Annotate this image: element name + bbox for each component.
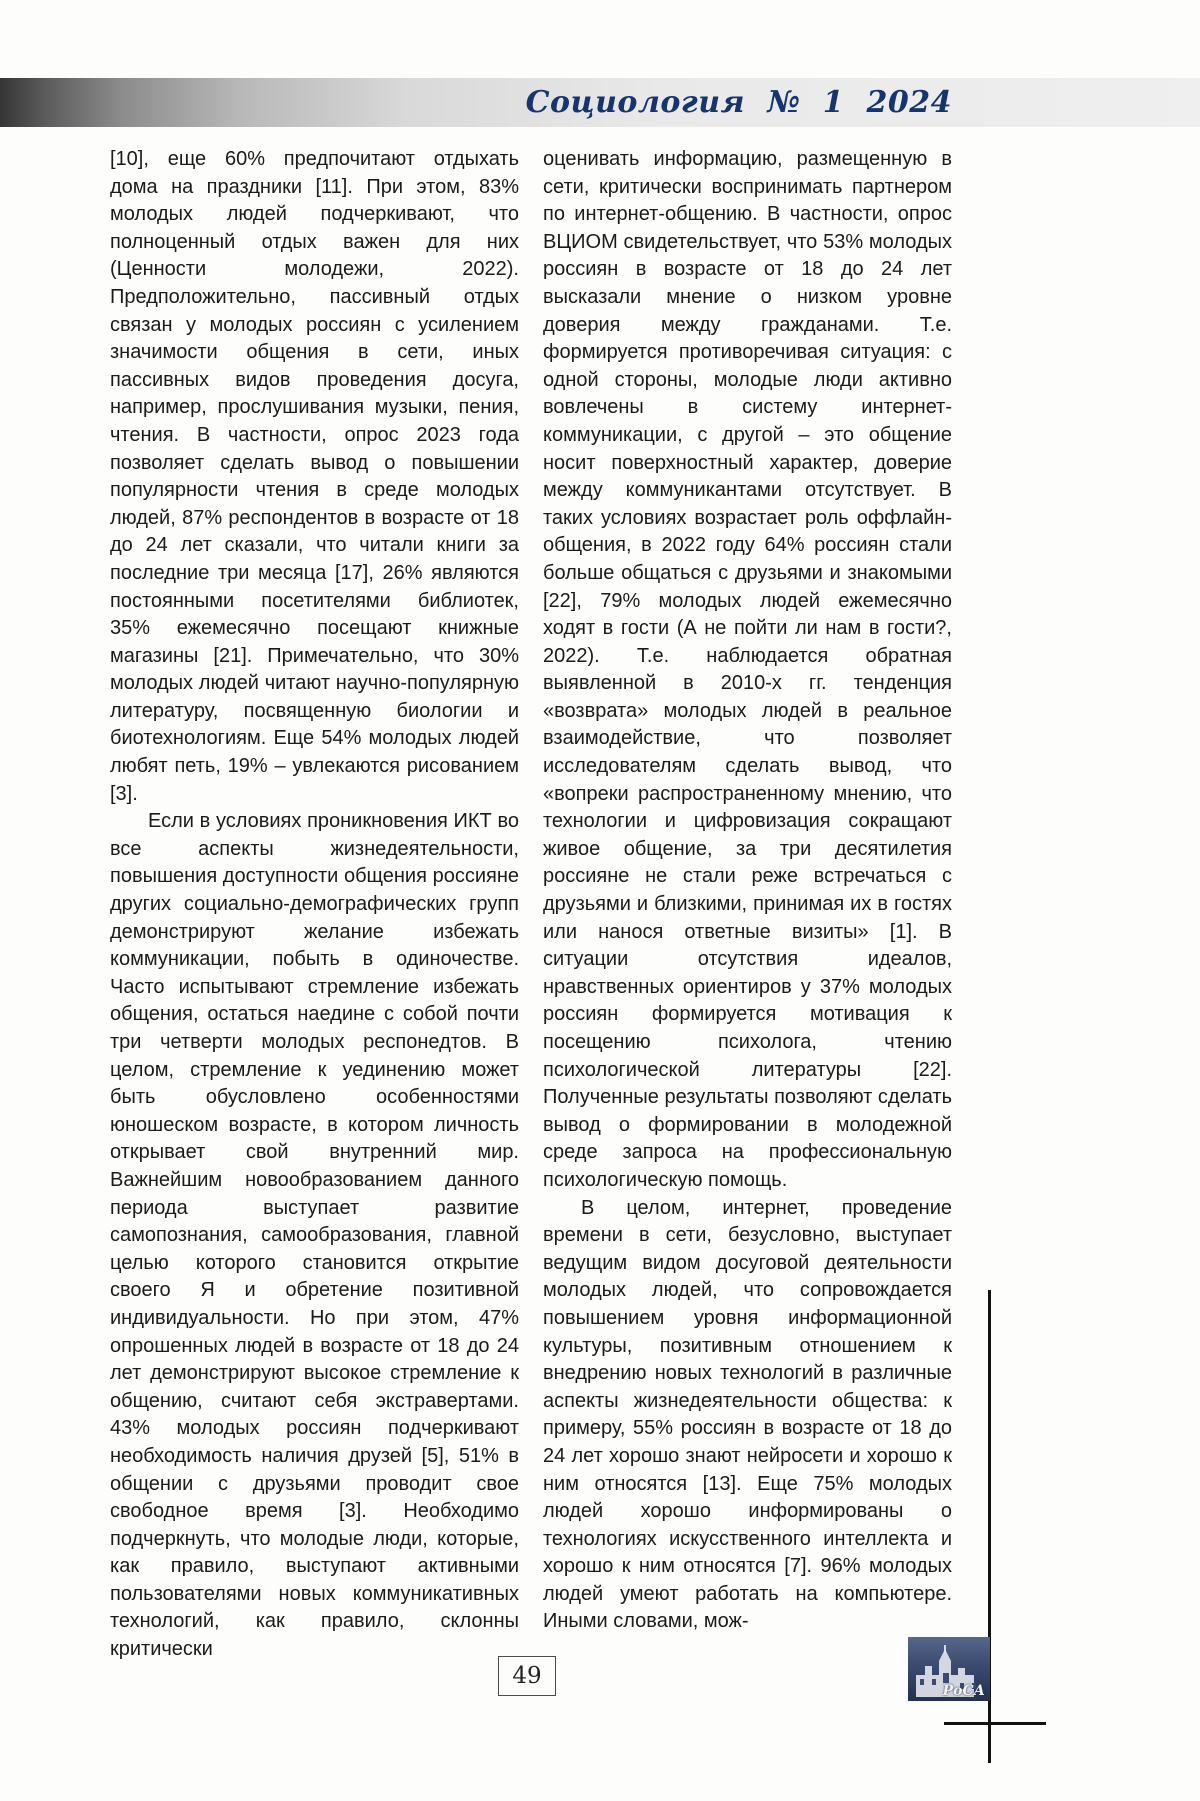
page-number-value: 49 <box>512 1663 542 1689</box>
rosa-logo <box>908 1637 990 1701</box>
rosa-logo-text: РоСА <box>942 1683 985 1699</box>
paragraph-continued: [10], еще 60% предпочитают отдыхать дома на праздники [11]. При этом, 83% молодых людей подчеркивают, что полноценный отдых важен для них (Ценности молодежи, 2022). Предположительно, пассивный отдых связан у молодых россиян с усилением значимости общения в сети, иных пассивных видов проведения досуга, например, прослушивания музыки, пения, чтения. В частности, опрос 2023 года позволяет сделать вывод о повышении популярности чтения в среде молодых людей, 87% респондентов в возрасте от 18 до 24 лет сказали, что читали книги за последние три месяца [17], 26% являются постоянными посетителями библиотек, 35% ежемесячно посещают книжные магазины [21]. Примечательно, что 30% молодых людей читают научно-популярную литературу, посвященную биологии и биотехнологиям. Еще 54% молодых людей любят петь, 19% – увлекаются рисованием [3]. <box>110 148 519 805</box>
paragraph-continued: оценивать информацию, размещенную в сети, критически воспринимать партнером по интернет-общению. В частности, опрос ВЦИОМ свидетельствует, что 53% молодых россиян в возрасте от 18 до 24 лет высказали мнение о низком уровне доверия между гражданами. Т.е. формируется противоречивая ситуация: с одной стороны, молодые люди активно вовлечены в систему интернет-коммуникации, с другой – это общение носит поверхностный характер, доверие между коммуникантами отсутствует. В таких условиях возрастает роль оффлайн-общения, в 2022 году 64% россиян стали больше общаться с друзьями и знакомыми [22], 79% молодых людей ежемесячно ходят в гости (А не пойти ли нам в гости?, 2022). Т.е. наблюдается обратная выявленной в 2010-х гг. тенденция «возврата» молодых людей в реальное взаимодействие, что позволяет исследователям сделать вывод, что «вопреки распространенному мнению, что технологии и цифровизация сокращают живое общение, за три десятилетия россияне не стали реже встречаться с друзьями и близкими, принимая их в гостях или нанося ответные визиты» [1]. В ситуации отсутствия идеалов, нравственных ориентиров у 37% молодых россиян формируется мотивация к посещению психолога, чтению психологической литературы [22]. Полученные результаты позволяют сделать вывод о формировании в молодежной среде запроса на профессиональную психологическую помощь. <box>543 148 952 1191</box>
left-column <box>110 146 519 1664</box>
page-number <box>498 1656 556 1696</box>
paragraph: Если в условиях проникновения ИКТ во все аспекты жизнедеятельности, повышения доступности общения россияне других социально-демографических групп демонстрируют желание избежать коммуникации, побыть в одиночестве. Часто испытывают стремление избежать общения, остаться наедине с собой почти три четверти молодых респонедтов. В целом, стремление к уединению может быть обусловлено особенностями юношеском возрасте, в котором личность открывает свой внутренний мир. Важнейшим новообразованием данного периода выступает развитие самопознания, самообразования, главной целью которого становится открытие своего Я и обретение позитивной индивидуальности. Но при этом, 47% опрошенных людей в возрасте от 18 до 24 лет демонстрируют высокое стремление к общению, считают себя экстравертами. 43% молодых россиян подчеркивают необходимость наличия друзей [5], 51% в общении с друзьями проводит свое свободное время [3]. Необходимо подчеркнуть, что молодые люди, которые, как правило, выступают активными пользователями новых коммуникативных технологий, как правило, склонны критически <box>110 810 519 1661</box>
journal-title: Социология № 1 2024 <box>525 85 952 120</box>
paragraph: В целом, интернет, проведение времени в сети, безусловно, выступает ведущим видом досуговой деятельности молодых людей, что сопровождается повышением уровня информационной культуры, позитивным отношением к внедрению новых технологий в различные аспекты жизнедеятельности общества: к примеру, 55% россиян в возрасте от 18 до 24 лет хорошо знают нейросети и хорошо к ним относятся [13]. Еще 75% молодых людей хорошо информированы о технологиях искусственного интеллекта и хорошо к ним относятся [7]. 96% молодых людей умеют работать на компьютере. Иными словами, мож- <box>543 1196 952 1633</box>
crop-mark-horizontal <box>944 1722 1046 1725</box>
right-column <box>543 146 952 1664</box>
article-body <box>110 146 952 1664</box>
